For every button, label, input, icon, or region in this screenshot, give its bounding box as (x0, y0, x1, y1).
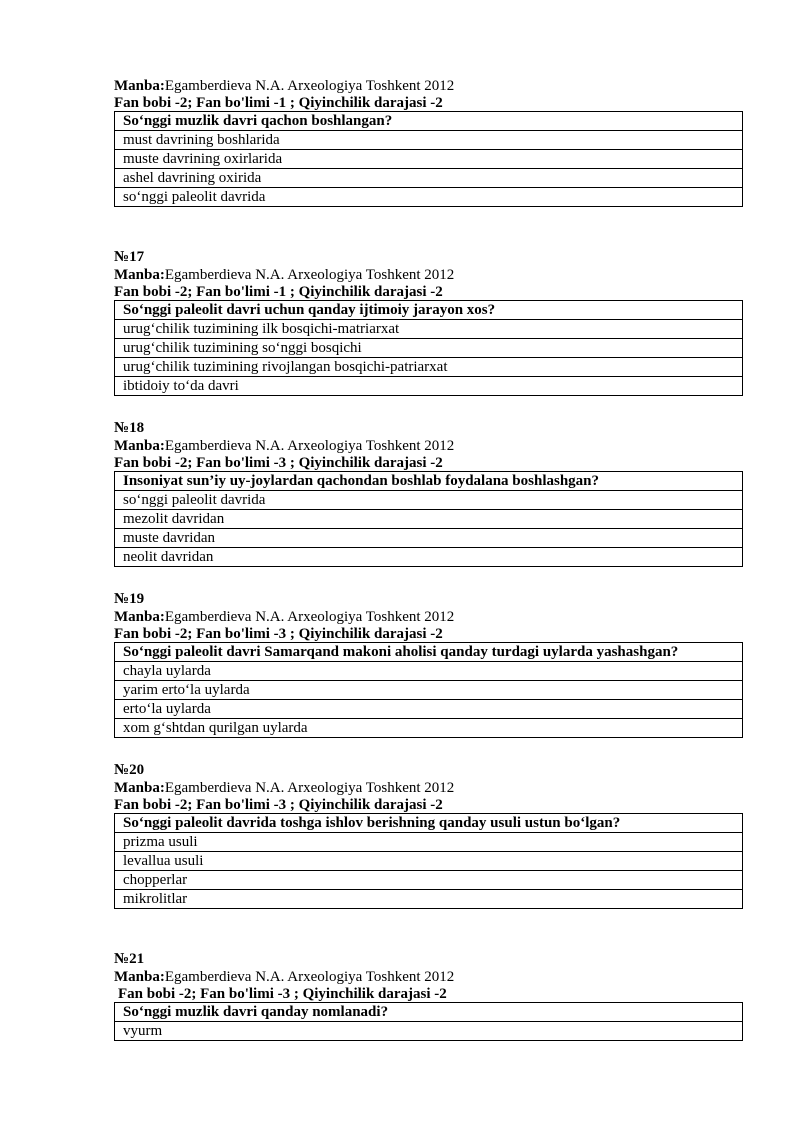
source-value: Egamberdieva N.A. Arxeologiya Toshkent 2012 (164, 78, 455, 94)
question-number: №21 (114, 951, 145, 967)
question-block-19 (114, 590, 743, 738)
question-row (115, 1003, 743, 1022)
question-table (114, 111, 743, 207)
source-label: Manba: (114, 438, 165, 454)
answer-row (115, 510, 743, 529)
question-table (114, 813, 743, 909)
answer-option: so‘nggi paleolit davrida (115, 188, 743, 207)
source-line (114, 437, 743, 454)
answer-option: erto‘la uylarda (115, 700, 743, 719)
answer-row (115, 131, 743, 150)
question-text: So‘nggi muzlik davri qachon boshlangan? (115, 112, 743, 131)
question-text: Insoniyat sun’iy uy-joylardan qachondan boshlab foydalana boshlashgan? (115, 472, 743, 491)
question-text: So‘nggi muzlik davri qanday nomlanadi? (115, 1003, 743, 1022)
answer-row (115, 339, 743, 358)
answer-row (115, 491, 743, 510)
answer-row (115, 700, 743, 719)
answer-option: so‘nggi paleolit davrida (115, 491, 743, 510)
question-table (114, 300, 743, 396)
section-line: Fan bobi -2; Fan bo'limi -1 ; Qiyinchilik darajasi -2 (114, 284, 443, 300)
question-block-17 (114, 248, 743, 396)
section-line: Fan bobi -2; Fan bo'limi -3 ; Qiyinchilik darajasi -2 (114, 797, 443, 813)
source-line (114, 77, 743, 94)
answer-row (115, 681, 743, 700)
answer-option: neolit davridan (115, 548, 743, 567)
source-line (114, 968, 743, 985)
answer-row (115, 358, 743, 377)
question-row (115, 301, 743, 320)
answer-row (115, 871, 743, 890)
question-block-20 (114, 761, 743, 909)
answer-option: chopperlar (115, 871, 743, 890)
answer-row (115, 662, 743, 681)
answer-option: muste davrining oxirlarida (115, 150, 743, 169)
section-line: Fan bobi -2; Fan bo'limi -3 ; Qiyinchilik darajasi -2 (114, 455, 443, 471)
answer-option: muste davridan (115, 529, 743, 548)
question-number: №18 (114, 420, 145, 436)
answer-row (115, 188, 743, 207)
question-row (115, 814, 743, 833)
answer-row (115, 852, 743, 871)
question-block-21 (114, 950, 743, 1041)
source-label: Manba: (114, 609, 165, 625)
answer-row (115, 150, 743, 169)
source-value: Egamberdieva N.A. Arxeologiya Toshkent 2012 (164, 267, 455, 283)
source-line (114, 266, 743, 283)
answer-option: ibtidoiy to‘da davri (115, 377, 743, 396)
question-table (114, 471, 743, 567)
question-text: So‘nggi paleolit davri uchun qanday ijtimoiy jarayon xos? (115, 301, 743, 320)
answer-option: mezolit davridan (115, 510, 743, 529)
answer-option: urug‘chilik tuzimining rivojlangan bosqichi-patriarxat (115, 358, 743, 377)
source-value: Egamberdieva N.A. Arxeologiya Toshkent 2012 (164, 969, 455, 985)
question-text: So‘nggi paleolit davri Samarqand makoni aholisi qanday turdagi uylarda yashashgan? (115, 643, 743, 662)
source-value: Egamberdieva N.A. Arxeologiya Toshkent 2012 (164, 609, 455, 625)
answer-option: urug‘chilik tuzimining ilk bosqichi-matriarxat (115, 320, 743, 339)
answer-option: levallua usuli (115, 852, 743, 871)
question-text: So‘nggi paleolit davrida toshga ishlov berishning qanday usuli ustun bo‘lgan? (115, 814, 743, 833)
answer-row (115, 719, 743, 738)
answer-row (115, 169, 743, 188)
source-value: Egamberdieva N.A. Arxeologiya Toshkent 2012 (164, 438, 455, 454)
section-line: Fan bobi -2; Fan bo'limi -3 ; Qiyinchilik darajasi -2 (114, 626, 443, 642)
answer-row (115, 529, 743, 548)
source-label: Manba: (114, 969, 165, 985)
answer-option: must davrining boshlarida (115, 131, 743, 150)
answer-row (115, 377, 743, 396)
answer-option: urug‘chilik tuzimining so‘nggi bosqichi (115, 339, 743, 358)
source-label: Manba: (114, 780, 165, 796)
answer-option: vyurm (115, 1022, 743, 1041)
source-line (114, 608, 743, 625)
source-label: Manba: (114, 78, 165, 94)
question-row (115, 643, 743, 662)
question-number: №19 (114, 591, 145, 607)
question-table (114, 1002, 743, 1041)
answer-row (115, 548, 743, 567)
source-label: Manba: (114, 267, 165, 283)
question-block-18 (114, 419, 743, 567)
source-value: Egamberdieva N.A. Arxeologiya Toshkent 2012 (164, 780, 455, 796)
section-line: Fan bobi -2; Fan bo'limi -1 ; Qiyinchilik darajasi -2 (114, 95, 443, 111)
answer-option: chayla uylarda (115, 662, 743, 681)
question-row (115, 472, 743, 491)
answer-row (115, 890, 743, 909)
question-table (114, 642, 743, 738)
answer-option: prizma usuli (115, 833, 743, 852)
answer-row (115, 833, 743, 852)
answer-option: ashel davrining oxirida (115, 169, 743, 188)
question-block-16 (114, 77, 743, 207)
source-line (114, 779, 743, 796)
answer-row (115, 1022, 743, 1041)
answer-row (115, 320, 743, 339)
answer-option: xom g‘shtdan qurilgan uylarda (115, 719, 743, 738)
answer-option: mikrolitlar (115, 890, 743, 909)
answer-option: yarim erto‘la uylarda (115, 681, 743, 700)
question-row (115, 112, 743, 131)
question-number: №20 (114, 762, 145, 778)
question-number: №17 (114, 249, 145, 265)
section-line: Fan bobi -2; Fan bo'limi -3 ; Qiyinchilik darajasi -2 (118, 986, 447, 1002)
